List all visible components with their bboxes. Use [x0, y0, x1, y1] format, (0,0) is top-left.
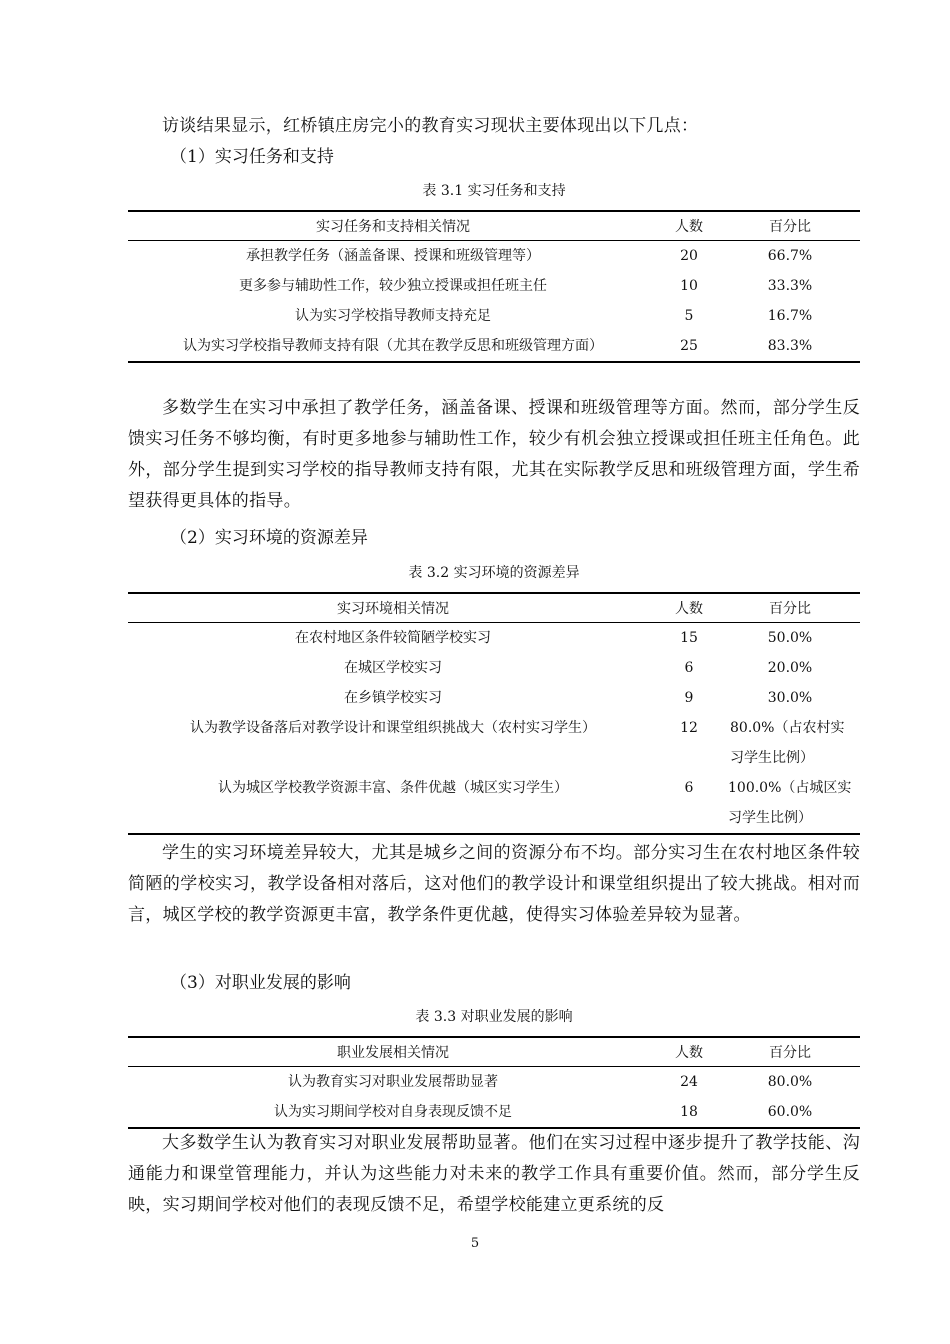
table-cell: 6	[684, 660, 694, 676]
table-row	[128, 653, 860, 683]
table-cell: 认为教育实习对职业发展帮助显著	[288, 1074, 498, 1090]
table-cell	[720, 713, 860, 773]
table-cell-text: 100.0%（占城区实习学生比例）	[728, 780, 852, 826]
section-3-heading: （3）对职业发展的影响	[170, 973, 351, 993]
table-cell: 18	[658, 1097, 720, 1128]
table-cell: 认为实习学校指导教师支持有限（尤其在教学反思和班级管理方面）	[128, 331, 658, 362]
table-1-header-percent: 百分比	[720, 211, 860, 241]
table-cell: 16.7%	[767, 308, 813, 324]
table-3	[128, 1036, 860, 1129]
table-cell: 60.0%	[720, 1097, 860, 1128]
table-cell: 30.0%	[767, 690, 813, 706]
table-3-header-situation: 职业发展相关情况	[128, 1037, 658, 1067]
table-cell: 80.0%	[767, 1074, 813, 1090]
table-cell: 在乡镇学校实习	[344, 690, 442, 706]
table-2-header-count: 人数	[658, 593, 720, 623]
table-3-header-percent: 百分比	[720, 1037, 860, 1067]
table-cell: 20.0%	[767, 660, 813, 676]
table-cell: 9	[684, 690, 694, 706]
table-cell: 5	[684, 308, 694, 324]
table-1-caption: 表 3.1 实习任务和支持	[422, 183, 566, 199]
table-cell: 更多参与辅助性工作，较少独立授课或担任班主任	[239, 278, 547, 294]
section-2-heading: （2）实习环境的资源差异	[170, 528, 368, 548]
table-cell: 33.3%	[767, 278, 813, 294]
table-row	[128, 1067, 860, 1098]
table-2-header-situation: 实习环境相关情况	[128, 593, 658, 623]
table-cell: 25	[658, 331, 720, 362]
table-cell: 66.7%	[767, 248, 813, 264]
table-3-caption: 表 3.3 对职业发展的影响	[415, 1009, 573, 1025]
table-cell: 认为城区学校教学资源丰富、条件优越（城区实习学生）	[128, 773, 658, 834]
table-row	[128, 331, 860, 362]
table-cell	[720, 773, 860, 834]
table-row	[128, 713, 860, 773]
table-3-header-count: 人数	[658, 1037, 720, 1067]
table-cell: 认为教学设备落后对教学设计和课堂组织挑战大（农村实习学生）	[190, 720, 596, 736]
table-1-header-situation: 实习任务和支持相关情况	[128, 211, 658, 241]
section-2-paragraph: 学生的实习环境差异较大，尤其是城乡之间的资源分布不均。部分实习生在农村地区条件较简陋的学校实习，教学设备相对落后，这对他们的教学设计和课堂组织提出了较大挑战。相对而言，城区学校的教学资源更丰富，教学条件更优越，使得实习体验差异较为显著。	[128, 843, 860, 925]
table-cell: 6	[658, 773, 720, 834]
table-cell: 认为实习学校指导教师支持充足	[295, 308, 491, 324]
table-row	[128, 623, 860, 654]
intro-paragraph: 访谈结果显示，红桥镇庄房完小的教育实习现状主要体现出以下几点：	[162, 116, 699, 136]
table-row	[128, 1097, 860, 1128]
section-1-paragraph: 多数学生在实习中承担了教学任务，涵盖备课、授课和班级管理等方面。然而，部分学生反馈实习任务不够均衡，有时更多地参与辅助性工作，较少有机会独立授课或担任班主任角色。此外，部分学生提到实习学校的指导教师支持有限，尤其在实际教学反思和班级管理方面，学生希望获得更具体的指导。	[128, 398, 860, 511]
table-row	[128, 683, 860, 713]
table-2-caption: 表 3.2 实习环境的资源差异	[408, 565, 580, 581]
table-2-header-percent: 百分比	[720, 593, 860, 623]
table-cell: 承担教学任务（涵盖备课、授课和班级管理等）	[246, 248, 540, 264]
table-row	[128, 301, 860, 331]
table-cell-text: 80.0%（占农村实习学生比例）	[730, 720, 845, 766]
table-row	[128, 773, 860, 834]
table-cell: 24	[680, 1074, 698, 1090]
table-2	[128, 592, 860, 835]
table-cell: 认为实习期间学校对自身表现反馈不足	[128, 1097, 658, 1128]
table-1	[128, 210, 860, 363]
table-cell: 在城区学校实习	[344, 660, 442, 676]
table-row	[128, 271, 860, 301]
table-cell: 20	[680, 248, 698, 264]
table-cell: 83.3%	[720, 331, 860, 362]
page-number: 5	[470, 1236, 480, 1251]
section-3-paragraph: 大多数学生认为教育实习对职业发展帮助显著。他们在实习过程中逐步提升了教学技能、沟通能力和课堂管理能力，并认为这些能力对未来的教学工作具有重要价值。然而，部分学生反映，实习期间学校对他们的表现反馈不足，希望学校能建立更系统的反	[128, 1133, 860, 1215]
table-cell: 50.0%	[767, 630, 813, 646]
table-1-header-count: 人数	[658, 211, 720, 241]
table-cell: 在农村地区条件较简陋学校实习	[295, 630, 491, 646]
table-cell: 10	[680, 278, 698, 294]
table-row	[128, 241, 860, 272]
table-cell: 15	[680, 630, 698, 646]
section-1-heading: （1）实习任务和支持	[170, 147, 334, 167]
table-cell: 12	[680, 720, 698, 736]
